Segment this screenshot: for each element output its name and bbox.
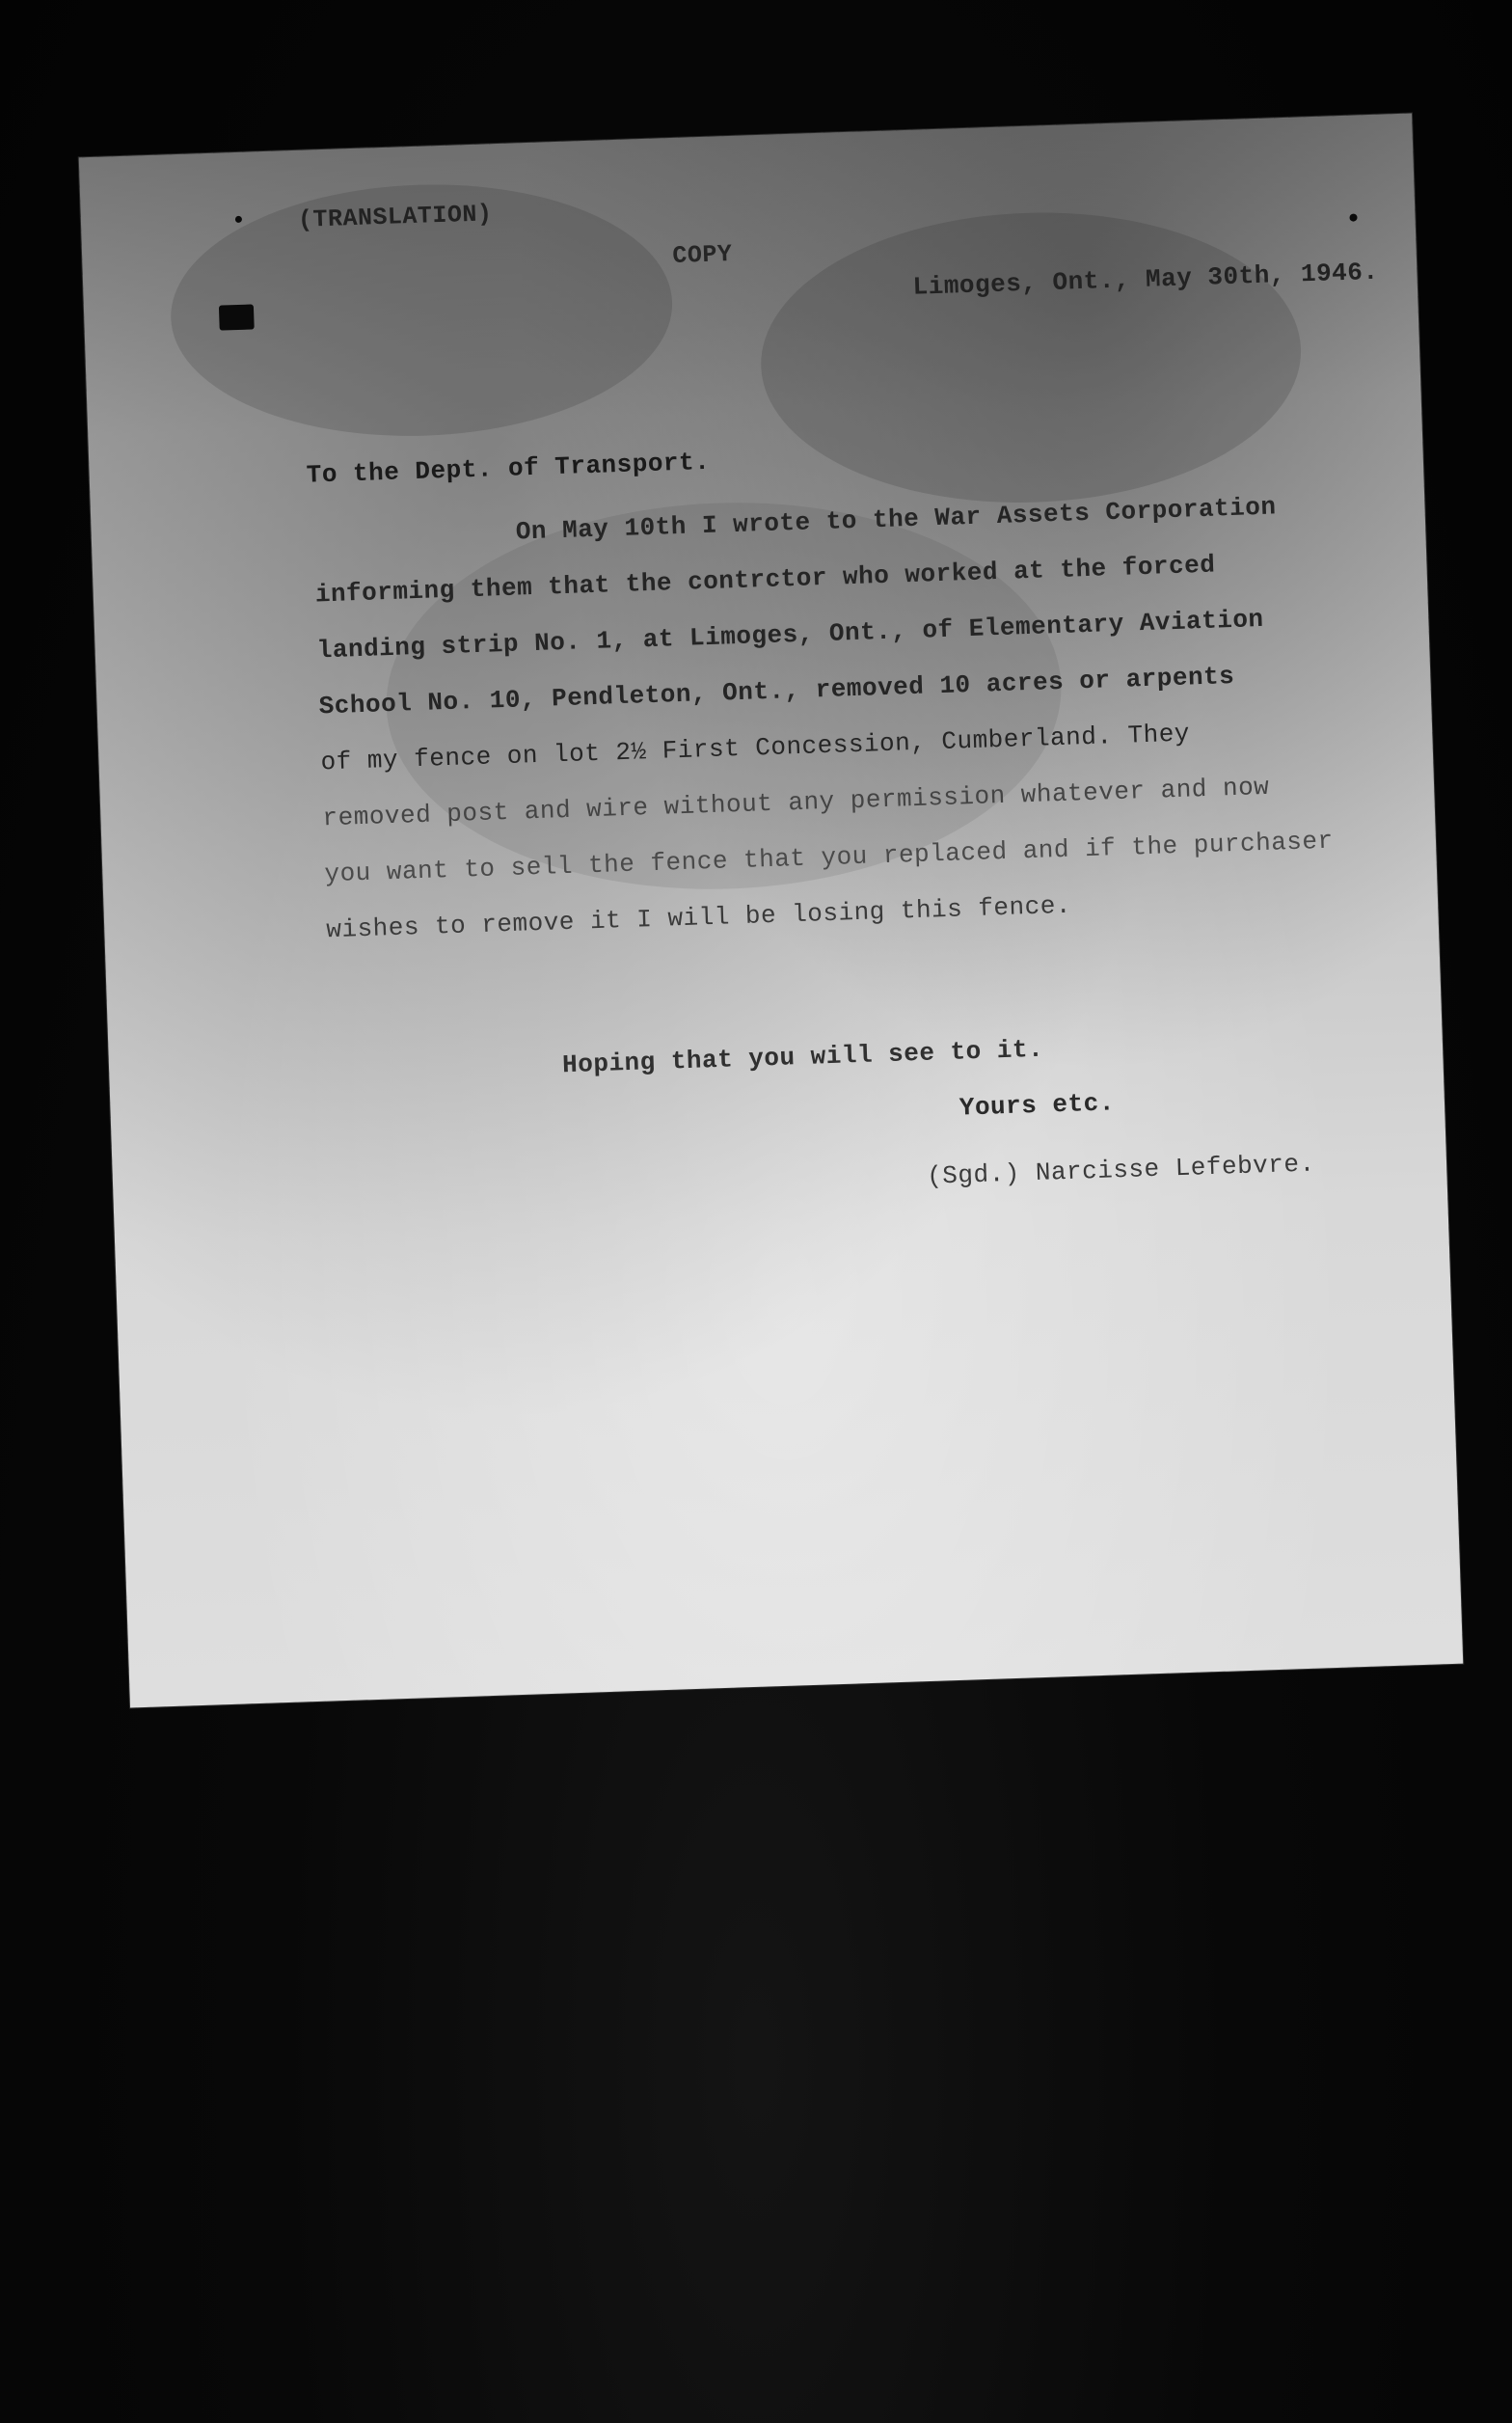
ink-dot [1349,213,1357,221]
letter-page [79,114,1464,1708]
body-line: removed post and wire without any permission whatever and now [322,772,1270,833]
salutation: To the Dept. of Transport. [306,447,711,490]
body-line: wishes to remove it I will be losing this fence. [325,890,1072,945]
body-line: landing strip No. 1, at Limoges, Ont., of Elementary Aviation [316,604,1265,666]
body-line: School No. 10, Pendleton, Ont., removed 10 acres or arpents [318,661,1235,721]
body-line: On May 10th I wrote to the War Assets Corporation [515,492,1277,547]
body-line: you want to sell the fence that you replaced and if the purchaser [323,826,1335,889]
body-line: informing them that the contrctor who worked at the forced [314,550,1216,610]
ink-dot [235,216,242,223]
closing-line: Hoping that you will see to it. [561,1034,1044,1080]
translation-header: (TRANSLATION) [297,200,493,234]
body-line: of my fence on lot 2½ First Concession, Cumberland. They [320,719,1191,777]
copy-label: COPY [671,239,733,271]
place-date-line: Limoges, Ont., May 30th, 1946. [912,257,1379,302]
page-stain [756,204,1306,511]
complimentary-close: Yours etc. [958,1088,1116,1123]
signature-line: (Sgd.) Narcisse Lefebvre. [926,1149,1316,1191]
binder-tab-mark [219,304,255,330]
